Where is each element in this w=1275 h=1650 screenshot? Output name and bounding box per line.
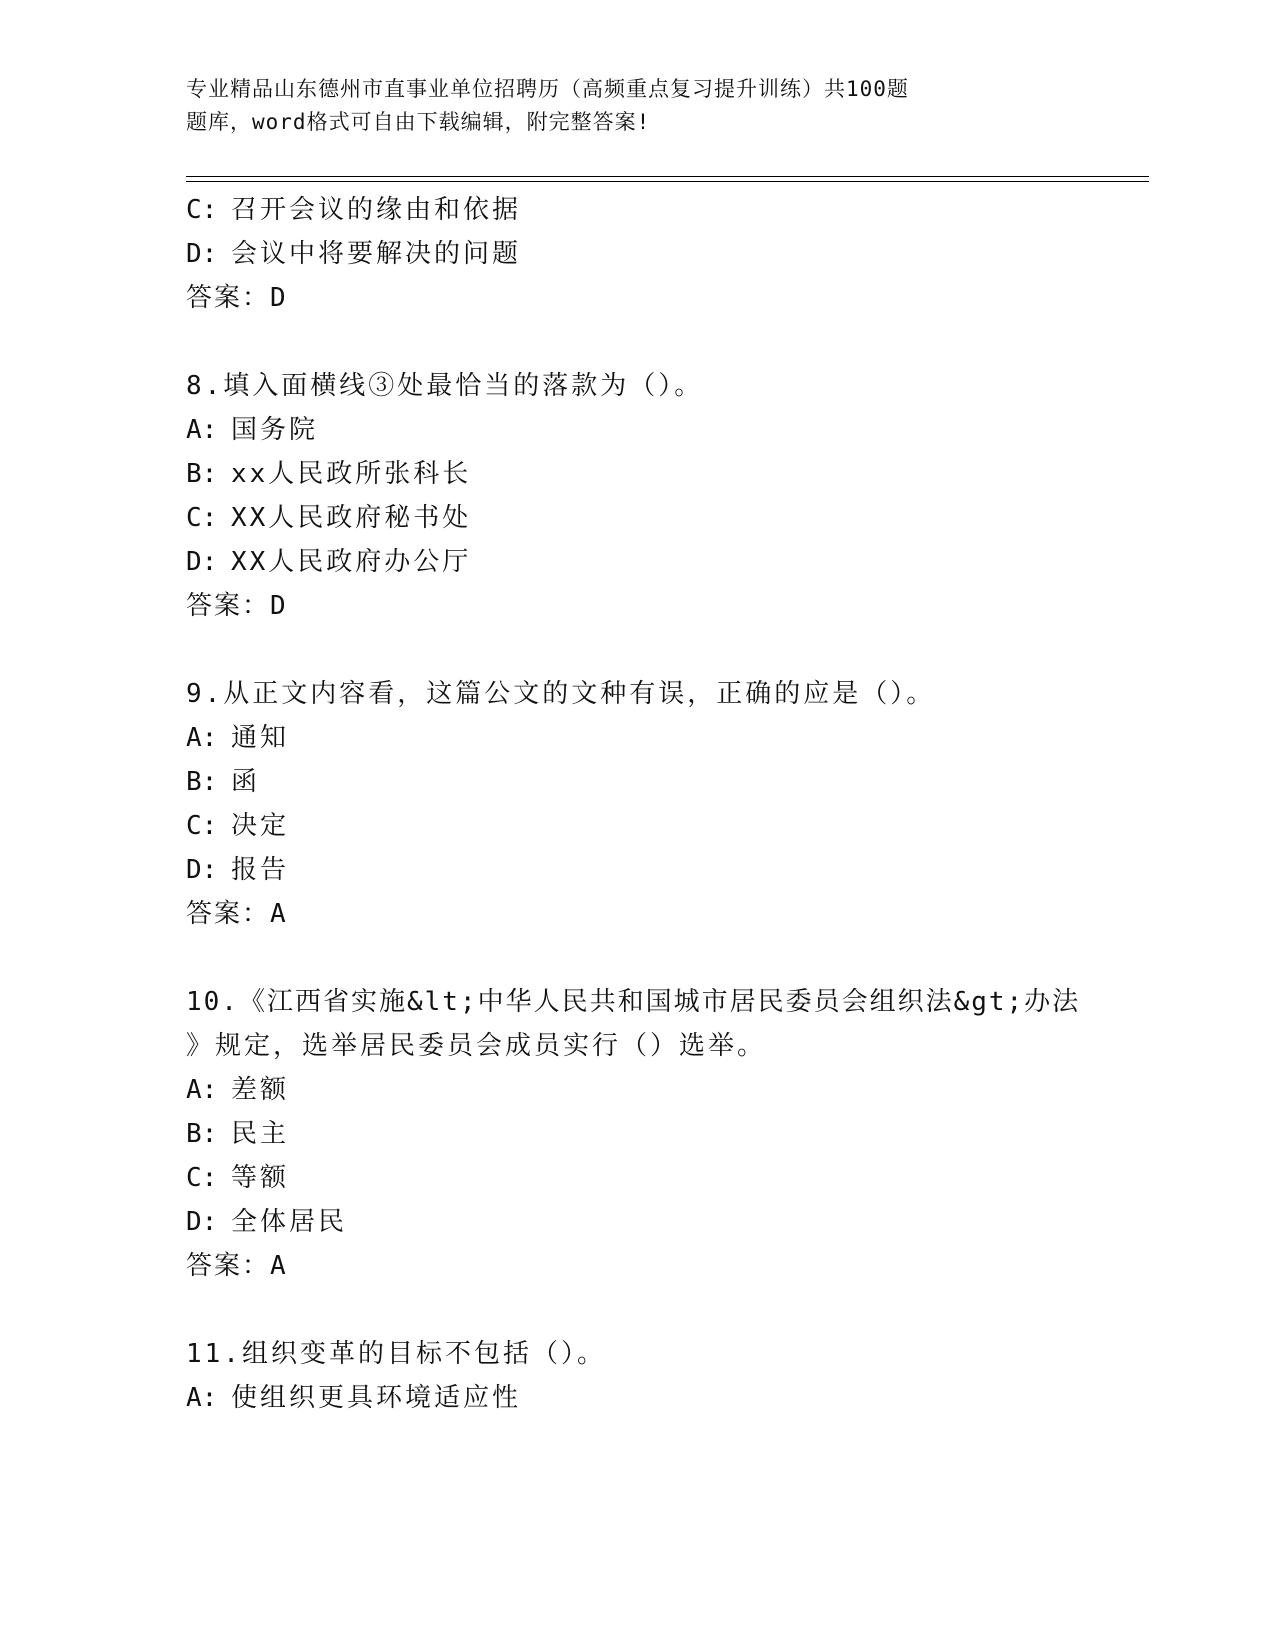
header-line-1: 专业精品山东德州市直事业单位招聘历（高频重点复习提升训练）共100题: [186, 77, 909, 101]
option-label: D:: [186, 1207, 218, 1237]
option-label: A:: [186, 1075, 218, 1105]
option-text: 通知: [231, 723, 290, 753]
option-text: 报告: [231, 855, 290, 885]
option-text: XX人民政府秘书处: [231, 503, 472, 533]
q10-option-b: [186, 1117, 289, 1151]
q8-option-a: [186, 413, 318, 447]
option-text: XX人民政府办公厅: [231, 547, 472, 577]
option-label: C:: [186, 503, 218, 533]
q8-answer: 答案：D: [186, 591, 288, 621]
option-label: B:: [186, 459, 218, 489]
option-text: 全体居民: [231, 1207, 348, 1237]
q11-stem: 11.组织变革的目标不包括（）。: [186, 1339, 606, 1369]
option-text: 召开会议的缘由和依据: [231, 195, 522, 225]
q7-answer: 答案：D: [186, 283, 288, 313]
q10-answer: 答案：A: [186, 1251, 288, 1281]
option-text: 国务院: [231, 415, 319, 445]
q7-option-c: [186, 193, 521, 227]
option-label: D:: [186, 855, 218, 885]
option-label: A:: [186, 415, 218, 445]
q10-option-a: [186, 1073, 289, 1107]
q7-option-d: [186, 237, 521, 271]
header-rule-bottom: [186, 181, 1149, 182]
q9-answer: 答案：A: [186, 899, 288, 929]
option-label: C:: [186, 811, 218, 841]
q9-option-a: [186, 721, 289, 755]
option-text: xx人民政所张科长: [231, 459, 472, 489]
page-header: [186, 73, 1026, 139]
option-label: D:: [186, 547, 218, 577]
q10-stem-line-1: 10.《江西省实施&lt;中华人民共和国城市居民委员会组织法&gt;办法: [186, 987, 1081, 1017]
q8-option-c: [186, 501, 471, 535]
option-label: C:: [186, 195, 218, 225]
option-text: 决定: [231, 811, 290, 841]
q9-option-d: [186, 853, 289, 887]
option-text: 差额: [231, 1075, 290, 1105]
q10-option-c: [186, 1161, 289, 1195]
q8-option-b: [186, 457, 471, 491]
option-label: B:: [186, 1119, 218, 1149]
option-text: 函: [231, 767, 261, 797]
option-label: C:: [186, 1163, 218, 1193]
option-label: A:: [186, 1383, 218, 1413]
header-line-2: 题库，word格式可自由下载编辑，附完整答案!: [186, 110, 651, 134]
option-label: D:: [186, 239, 218, 269]
option-label: B:: [186, 767, 218, 797]
option-label: A:: [186, 723, 218, 753]
option-text: 使组织更具环境适应性: [231, 1383, 522, 1413]
option-text: 会议中将要解决的问题: [231, 239, 522, 269]
q9-option-b: [186, 765, 260, 799]
q8-stem: 8.填入面横线③处最恰当的落款为（）。: [186, 371, 704, 401]
option-text: 民主: [231, 1119, 290, 1149]
q10-option-d: [186, 1205, 347, 1239]
q11-option-a: [186, 1381, 521, 1415]
q9-option-c: [186, 809, 289, 843]
q8-option-d: [186, 545, 471, 579]
header-rule-top: [186, 176, 1149, 177]
q10-stem-line-2: 》规定，选举居民委员会成员实行（）选举。: [186, 1031, 767, 1061]
q9-stem: 9.从正文内容看，这篇公文的文种有误，正确的应是（）。: [186, 679, 936, 709]
option-text: 等额: [231, 1163, 290, 1193]
